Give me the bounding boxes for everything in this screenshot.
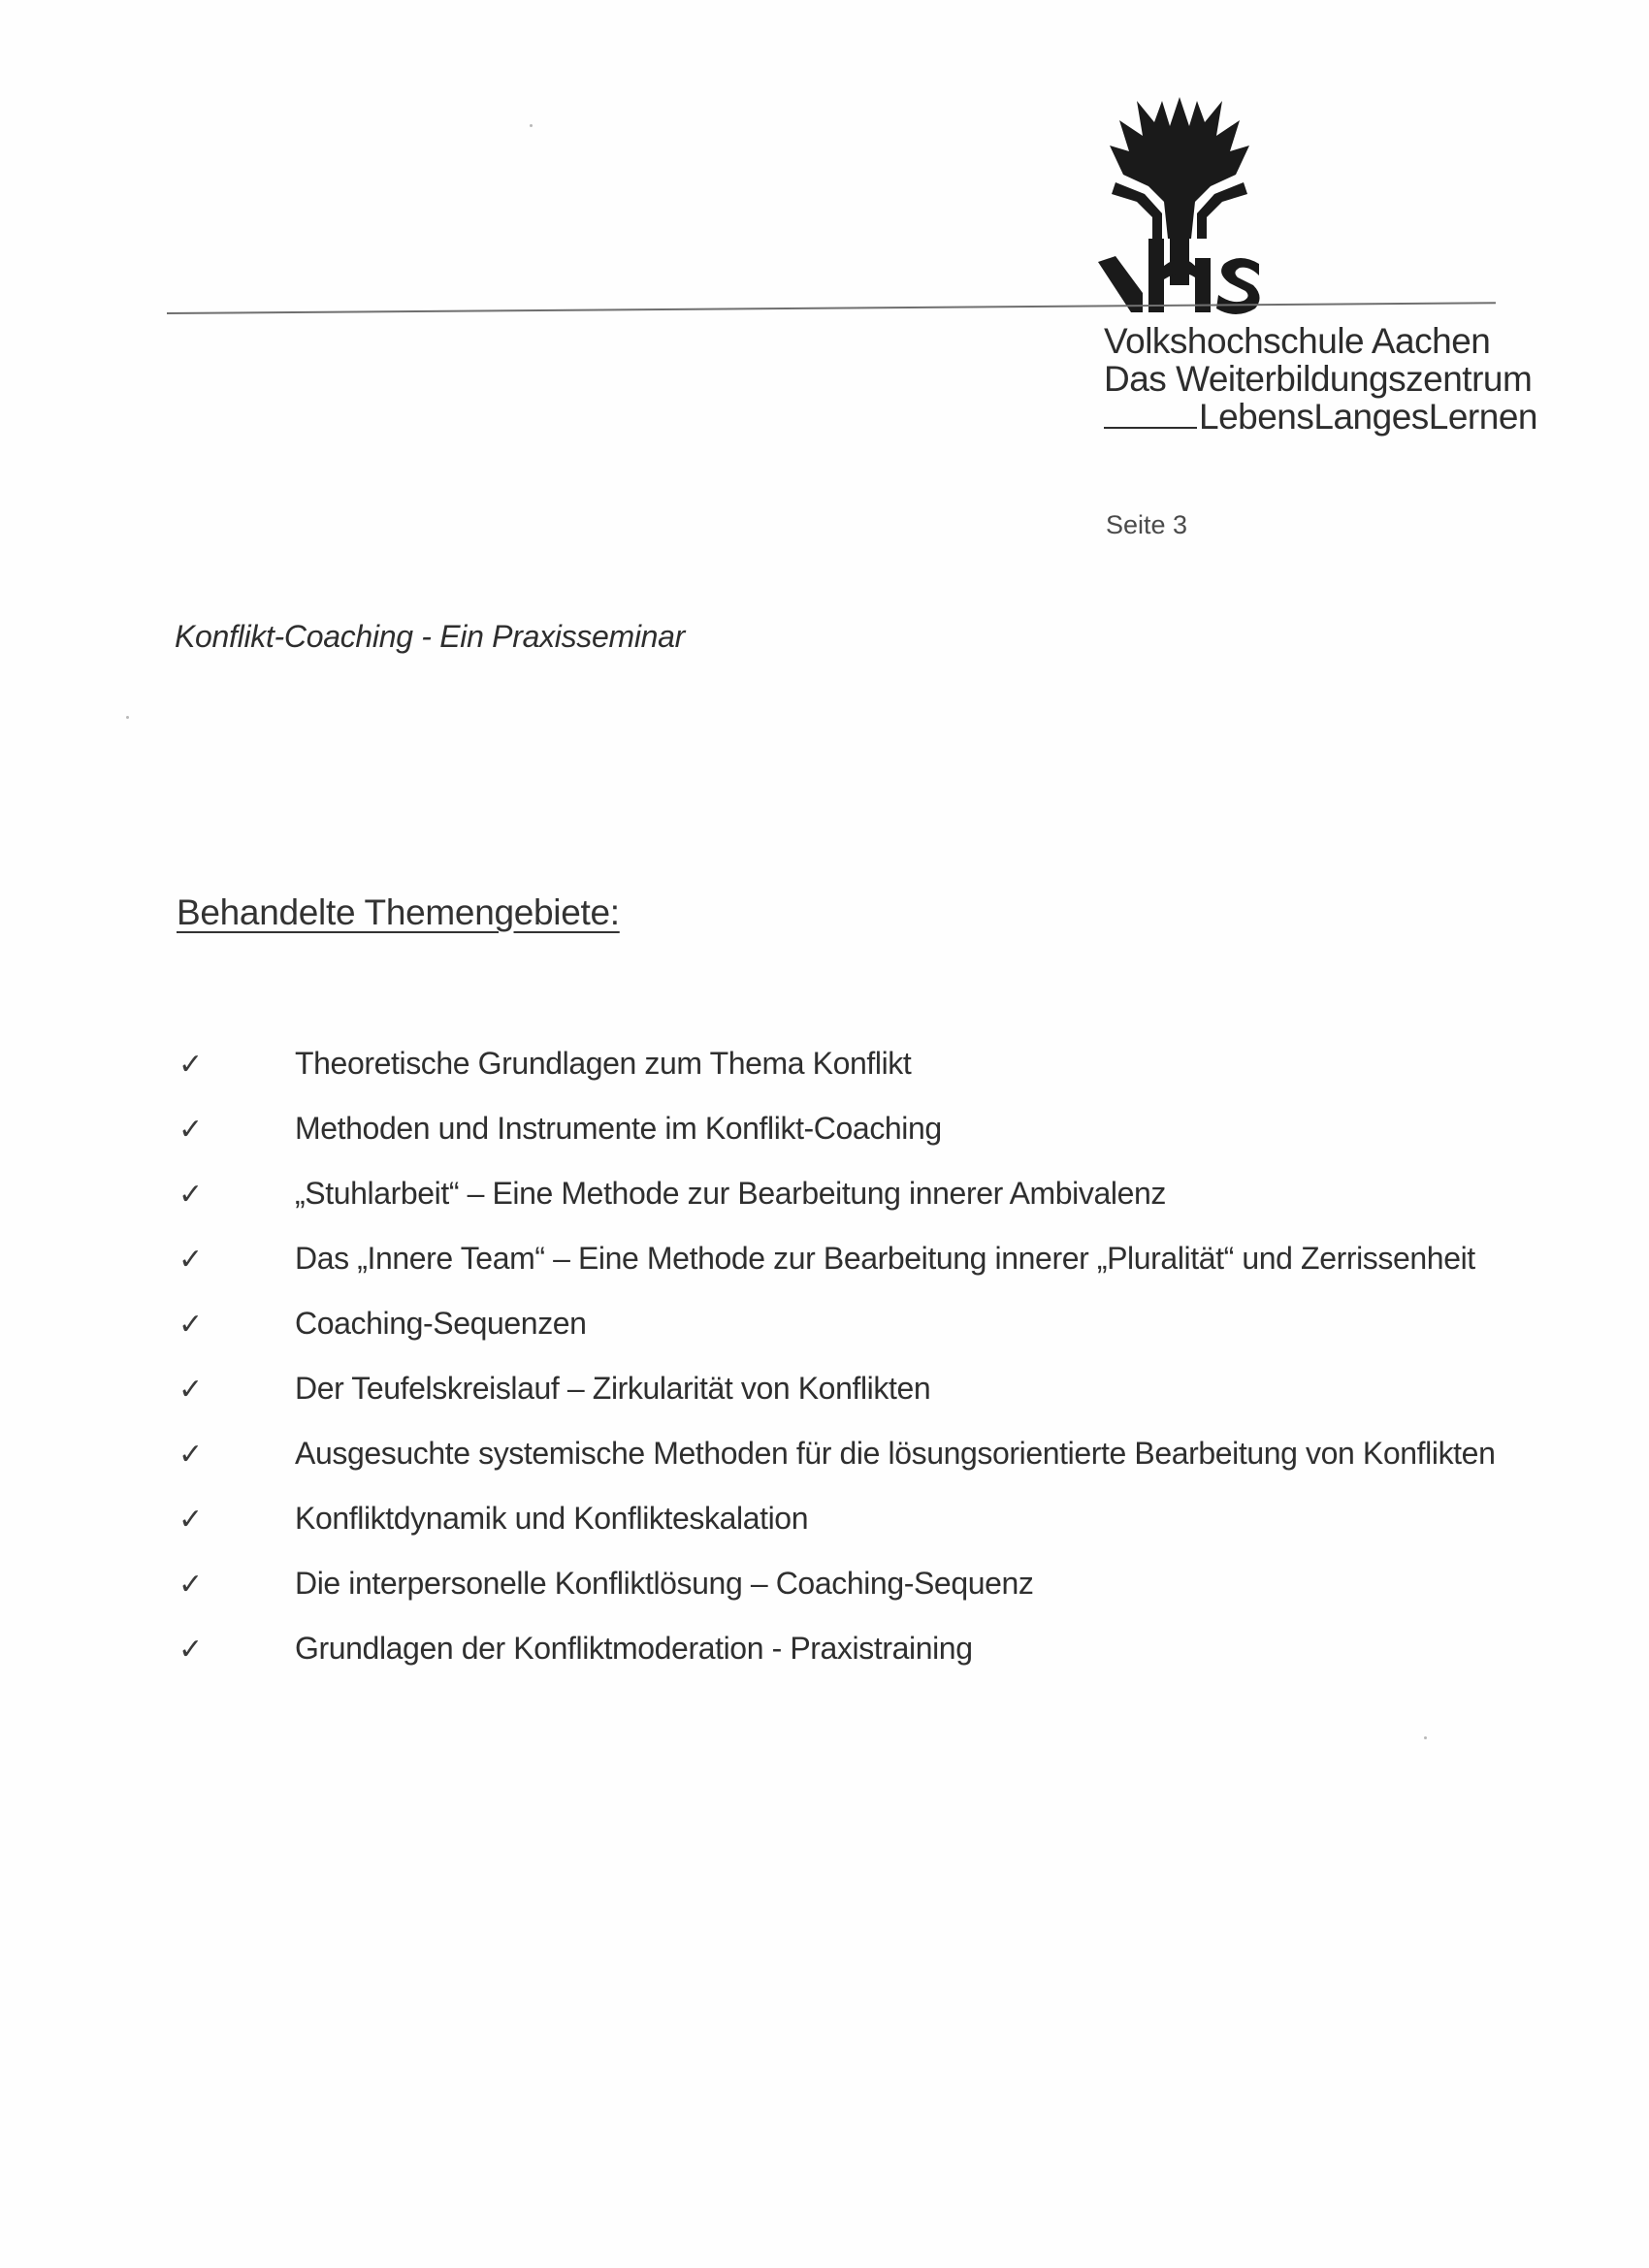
slogan-underline [1104,426,1197,429]
topic-text: Grundlagen der Konfliktmoderation - Praxistraining [295,1631,973,1666]
list-item [178,1501,1495,1566]
section-heading: Behandelte Themengebiete: [177,892,620,932]
topic-text: Konfliktdynamik und Konflikteskalation [295,1501,809,1536]
checkmark-icon: ✓ [178,1568,204,1602]
checkmark-icon: ✓ [178,1243,204,1277]
topic-list [178,1046,1495,1696]
scan-speck [530,124,533,127]
checkmark-icon: ✓ [178,1308,204,1342]
list-item [178,1111,1495,1176]
list-item [178,1241,1495,1306]
topic-text: Die interpersonelle Konfliktlösung – Coaching-Sequenz [295,1566,1034,1601]
checkmark-icon: ✓ [178,1373,204,1407]
list-item [178,1631,1495,1696]
checkmark-icon: ✓ [178,1113,204,1147]
list-item [178,1566,1495,1631]
topic-text: Theoretische Grundlagen zum Thema Konflikt [295,1046,912,1081]
topic-text: Methoden und Instrumente im Konflikt-Coaching [295,1111,942,1146]
vhs-tree-logo [1094,93,1265,318]
checkmark-icon: ✓ [178,1633,204,1667]
org-slogan-line [1104,398,1537,436]
organization-block [1104,322,1537,436]
list-item [178,1046,1495,1111]
list-item [178,1436,1495,1501]
checkmark-icon: ✓ [178,1048,204,1082]
org-subtitle: Das Weiterbildungszentrum [1104,359,1533,399]
checkmark-icon: ✓ [178,1438,204,1472]
topic-text: Der Teufelskreislauf – Zirkularität von Konflikten [295,1371,931,1406]
topic-text: Ausgesuchte systemische Methoden für die lösungsorientierte Bearbeitung von Konflikten [295,1436,1496,1471]
org-slogan: LebensLangesLernen [1199,397,1537,437]
scan-speck [1424,1736,1427,1739]
topic-text: Coaching-Sequenzen [295,1306,587,1341]
scan-speck [126,716,129,719]
topic-text: Das „Innere Team“ – Eine Methode zur Bearbeitung innerer „Pluralität“ und Zerrissenheit [295,1241,1475,1276]
checkmark-icon: ✓ [178,1178,204,1212]
checkmark-icon: ✓ [178,1503,204,1537]
header-rule [167,302,1496,314]
page-number: Seite 3 [1106,510,1188,539]
list-item [178,1176,1495,1241]
org-name: Volkshochschule Aachen [1104,321,1491,361]
course-title: Konflikt-Coaching - Ein Praxisseminar [175,619,685,654]
list-item [178,1371,1495,1436]
topic-text: „Stuhlarbeit“ – Eine Methode zur Bearbeitung innerer Ambivalenz [295,1176,1166,1211]
list-item [178,1306,1495,1371]
